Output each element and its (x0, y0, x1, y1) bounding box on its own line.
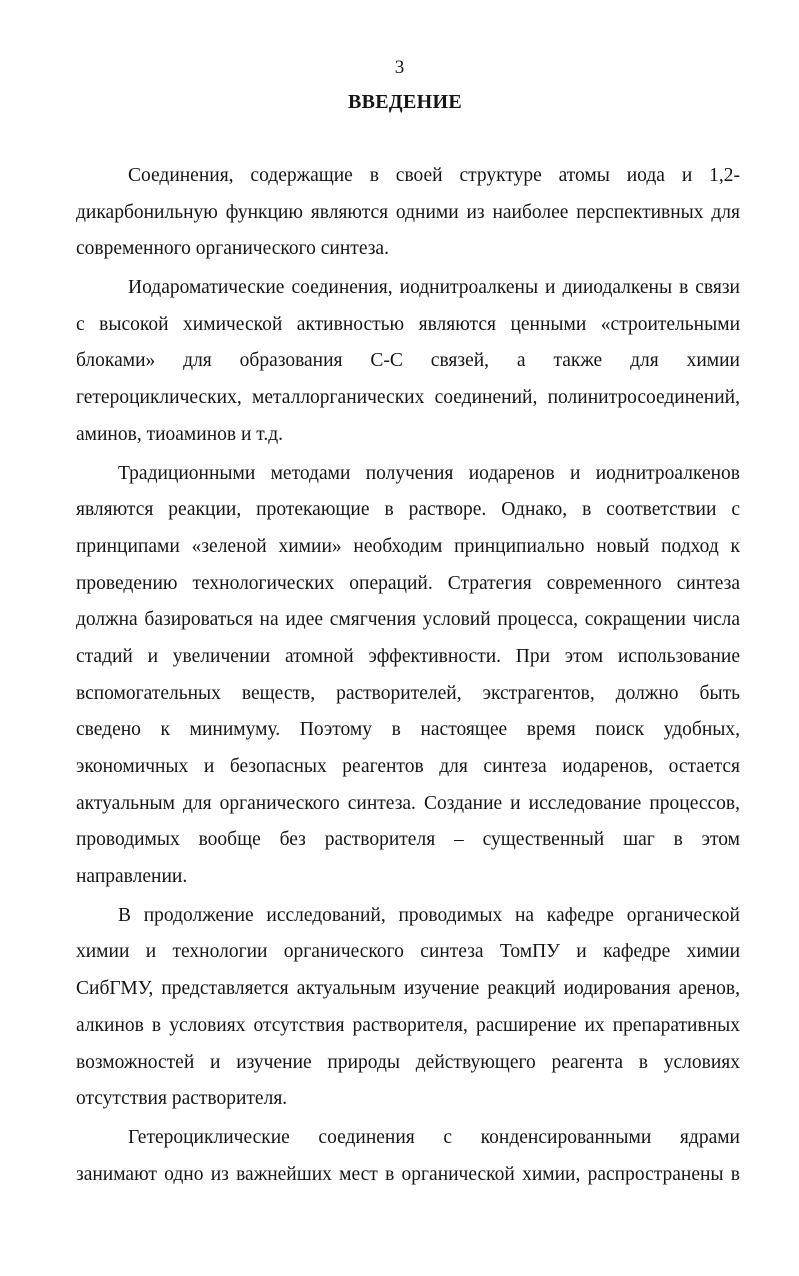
paragraph (76, 1120, 740, 1193)
text-line: актуальным для органического синтеза. Создание и исследование процессов, (76, 792, 740, 814)
text-line: экономичных и безопасных реагентов для синтеза иодаренов, остается (76, 756, 740, 777)
text-line: гетероциклических, металлорганических соединений, полинитросоединений, (76, 387, 740, 409)
page-number: 3 (394, 57, 405, 78)
text-line: вспомогательных веществ, растворителей, экстрагентов, должно быть (76, 682, 740, 704)
text-line: блоками» для образования С-С связей, а также для химии (76, 350, 740, 372)
text-line: аминов, тиоаминов и т.д. (76, 423, 284, 445)
text-line: современного органического синтеза. (76, 238, 389, 260)
text-line: являются реакции, протекающие в растворе. Однако, в соответствии с (76, 499, 740, 521)
text-line: с высокой химической активностью являются ценными «строительными (76, 313, 740, 335)
text-line: СибГМУ, представляется актуальным изучение реакций иодирования аренов, (76, 978, 740, 1000)
text-line: Иодароматические соединения, иоднитроалкены и дииодалкены в связи (128, 277, 740, 299)
text-line: отсутствия растворителя. (76, 1088, 288, 1110)
text-line: алкинов в условиях отсутствия растворителя, расширение их препаративных (76, 1014, 740, 1036)
document-body (76, 158, 740, 1193)
text-line: занимают одно из важнейших мест в органической химии, распространены в (76, 1163, 740, 1185)
page-title: ВВЕДЕНИЕ (348, 91, 462, 113)
text-line: должна базироваться на идее смягчения условий процесса, сокращении числа (76, 609, 740, 631)
text-line: сведено к минимуму. Поэтому в настоящее время поиск удобных, (76, 719, 740, 741)
text-line: принципами «зеленой химии» необходим принципиально новый подход к (76, 535, 740, 557)
text-line: стадий и увеличении атомной эффективности. При этом использование (76, 645, 740, 667)
text-line: проведению технологических операций. Стратегия современного синтеза (76, 572, 740, 594)
text-line: Гетероциклические соединения с конденсированными ядрами (128, 1126, 740, 1148)
paragraph (76, 456, 740, 896)
text-line: химии и технологии органического синтеза ТомПУ и кафедре химии (76, 941, 740, 963)
text-line: дикарбонильную функцию являются одними из наиболее перспективных для (76, 201, 740, 223)
text-line: В продолжение исследований, проводимых на кафедре органической (118, 904, 740, 926)
paragraph (76, 898, 740, 1118)
text-line: проводимых вообще без растворителя – существенный шаг в этом (76, 829, 740, 851)
paragraph (76, 270, 740, 453)
text-line: направлении. (76, 866, 188, 888)
text-line: Традиционными методами получения иодаренов и иоднитроалкенов (118, 462, 740, 484)
text-line: Соединения, содержащие в своей структуре атомы иода и 1,2- (128, 165, 740, 186)
paragraph (76, 158, 740, 268)
text-line: возможностей и изучение природы действующего реагента в условиях (76, 1051, 740, 1073)
